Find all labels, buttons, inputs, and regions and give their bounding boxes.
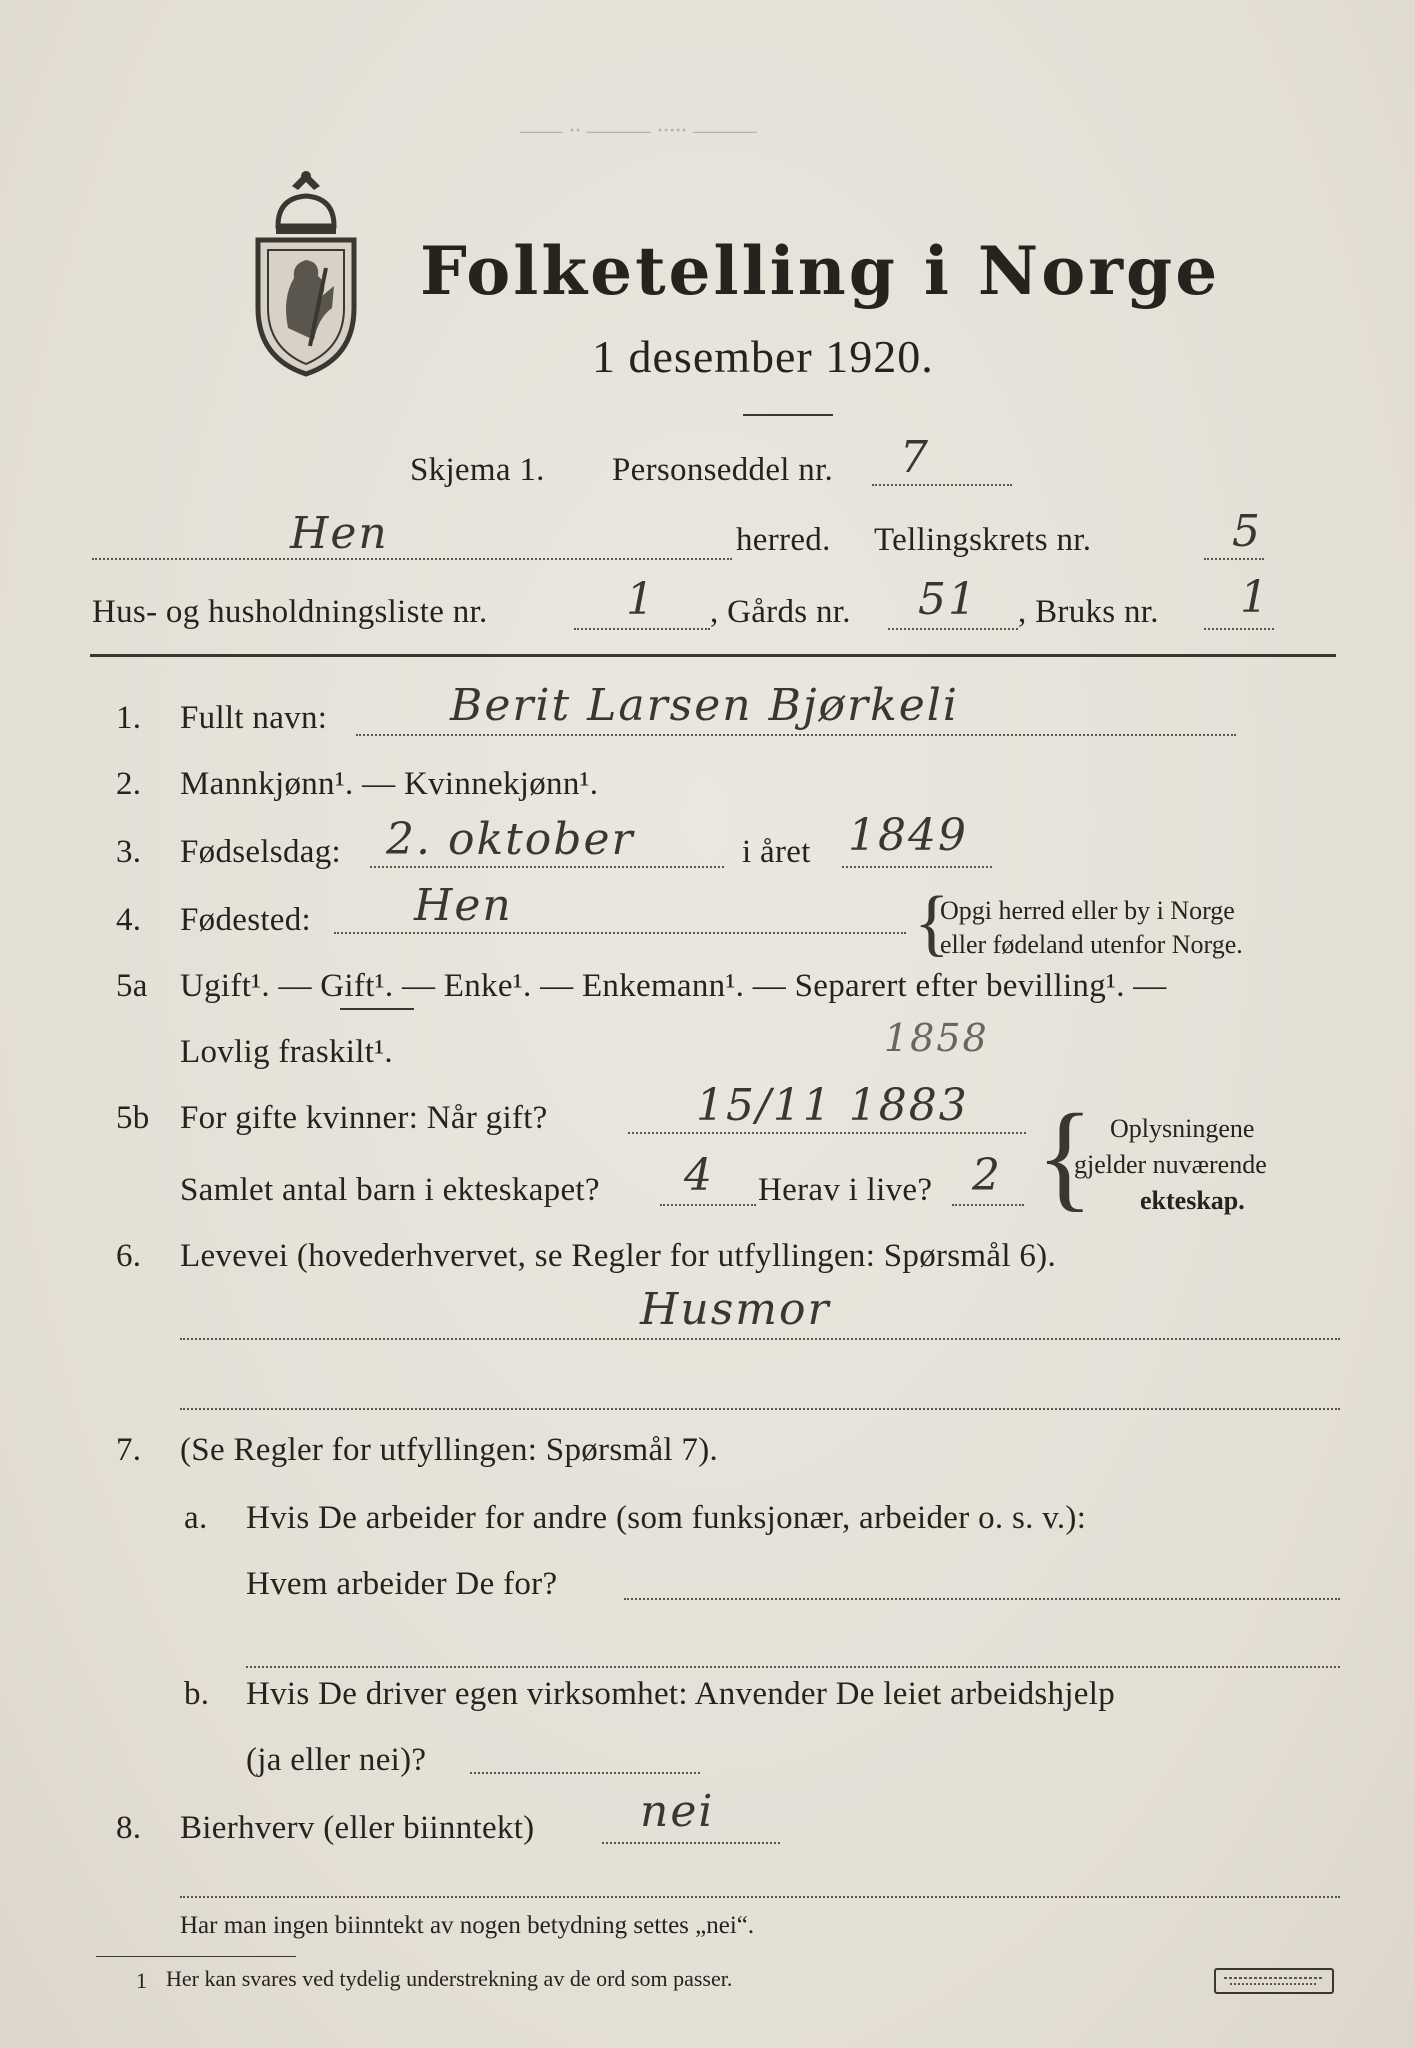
marital-status-options: Ugift¹. — Gift¹. — Enke¹. — Enkemann¹. — Separert efter bevilling¹. — <box>180 968 1167 1004</box>
census-date: 1 desember 1920. <box>592 331 934 382</box>
footnote-mark: 1 <box>136 1968 147 1993</box>
q1-label: Fullt navn: <box>180 700 328 736</box>
q4-note-line1: Opgi herred eller by i Norge <box>940 896 1235 925</box>
q4-number: 4. <box>116 902 142 938</box>
birthplace-value[interactable]: Hen <box>414 880 513 931</box>
q7-label: (Se Regler for utfyllingen: Spørsmål 7). <box>180 1432 719 1468</box>
q4-field-line <box>334 932 906 934</box>
q5b-note-line3: ekteskap. <box>1140 1186 1245 1215</box>
q5a-number: 5a <box>116 968 148 1004</box>
husliste-value[interactable]: 1 <box>626 574 656 625</box>
children-alive-value[interactable]: 2 <box>972 1150 1002 1201</box>
birth-year-value[interactable]: 1849 <box>848 810 968 861</box>
q7b-field-line <box>470 1772 700 1774</box>
footnote-text: Her kan svares ved tydelig understrekning av de ord som passer. <box>166 1966 733 1991</box>
personseddel-field-line <box>872 484 1012 486</box>
bruks-value[interactable]: 1 <box>1240 572 1270 623</box>
title-divider <box>743 414 833 416</box>
marital-status-options-line2: Lovlig fraskilt¹. <box>180 1034 393 1070</box>
bruks-field-line <box>1204 628 1274 630</box>
q5b-number: 5b <box>116 1100 150 1136</box>
side-income-value[interactable]: nei <box>640 1786 715 1837</box>
q7a-line1: Hvis De arbeider for andre (som funksjonær, arbeider o. s. v.): <box>246 1500 1087 1536</box>
birthdate-value[interactable]: 2. oktober <box>386 814 635 865</box>
footnote-divider <box>96 1956 296 1957</box>
q5b-married-label: For gifte kvinner: Når gift? <box>180 1100 548 1136</box>
q5b-alive-label: Herav i live? <box>758 1172 933 1208</box>
q6-field-line2 <box>180 1408 1340 1410</box>
q6-field-line1 <box>180 1338 1340 1340</box>
q3-number: 3. <box>116 834 142 870</box>
q3-year-field-line <box>842 866 992 868</box>
bruks-label: , Bruks nr. <box>1018 594 1159 630</box>
q5b-note-line2: gjelder nuværende <box>1074 1150 1267 1179</box>
bottom-note: Har man ingen biinntekt av nogen betydning settes „nei“. <box>180 1912 755 1939</box>
children-count-value[interactable]: 4 <box>684 1150 714 1201</box>
q1-field-line <box>356 734 1236 736</box>
q5b-children-label: Samlet antal barn i ekteskapet? <box>180 1172 600 1208</box>
q3-label: Fødselsdag: <box>180 834 341 870</box>
tellingskrets-field-line <box>1204 558 1264 560</box>
tellingskrets-label: Tellingskrets nr. <box>874 522 1092 558</box>
q7-number: 7. <box>116 1432 142 1468</box>
gards-value[interactable]: 51 <box>918 574 978 625</box>
schema-label: Skjema 1. <box>410 452 545 488</box>
q6-label: Levevei (hovederhvervet, se Regler for utfyllingen: Spørsmål 6). <box>180 1238 1057 1274</box>
q6-number: 6. <box>116 1238 142 1274</box>
q5b-married-field-line <box>628 1132 1026 1134</box>
q4-brace: { <box>914 882 950 964</box>
q5b-alive-field-line <box>952 1204 1024 1206</box>
q3-field-line <box>370 866 724 868</box>
q8-field-line2 <box>180 1896 1340 1898</box>
q5b-brace: { <box>1036 1089 1094 1222</box>
q5b-children-field-line <box>660 1204 756 1206</box>
q7a-number: a. <box>184 1500 208 1536</box>
q7a-line2: Hvem arbeider De for? <box>246 1566 558 1602</box>
q8-field-line <box>602 1842 780 1844</box>
norwegian-coat-of-arms-icon <box>248 168 364 378</box>
husliste-field-line <box>574 628 710 630</box>
q7b-number: b. <box>184 1676 210 1712</box>
q7a-field-line1 <box>624 1598 1340 1600</box>
gards-field-line <box>888 628 1018 630</box>
gift-underline <box>340 1008 414 1010</box>
gards-label: , Gårds nr. <box>710 594 851 630</box>
personseddel-label: Personseddel nr. <box>612 452 834 488</box>
husliste-label: Hus- og husholdningsliste nr. <box>92 594 488 630</box>
bleed-through-text: —— ·· ——— ····· ——— <box>520 118 757 144</box>
q7b-line2: (ja eller nei)? <box>246 1742 427 1778</box>
q4-label: Fødested: <box>180 902 312 938</box>
herred-label: herred. <box>736 522 831 558</box>
q4-note-line2: eller fødeland utenfor Norge. <box>940 930 1243 959</box>
herred-value[interactable]: Hen <box>290 508 389 559</box>
q3-year-label: i året <box>742 834 811 870</box>
q2-number: 2. <box>116 766 142 802</box>
form-title: Folketelling i Norge <box>420 232 1221 310</box>
q8-label: Bierhverv (eller biinntekt) <box>180 1810 535 1846</box>
herred-field-line <box>92 558 732 560</box>
personseddel-value[interactable]: 7 <box>900 432 930 483</box>
header-divider <box>90 654 1336 657</box>
q7b-line1: Hvis De driver egen virksomhet: Anvender De leiet arbeidshjelp <box>246 1676 1116 1712</box>
occupation-value[interactable]: Husmor <box>640 1284 831 1335</box>
marriage-date-value[interactable]: 15/11 1883 <box>696 1080 969 1131</box>
q7a-field-line2 <box>246 1666 1340 1668</box>
full-name-value[interactable]: Berit Larsen Bjørkeli <box>450 680 959 731</box>
tellingskrets-value[interactable]: 5 <box>1232 506 1262 557</box>
q1-number: 1. <box>116 700 142 736</box>
q8-number: 8. <box>116 1810 142 1846</box>
printer-stamp-logo <box>1214 1968 1334 1994</box>
q5a-annotation: 1858 <box>884 1016 989 1060</box>
q5b-note-line1: Oplysningene <box>1110 1114 1255 1143</box>
sex-options: Mannkjønn¹. — Kvinnekjønn¹. <box>180 766 599 802</box>
